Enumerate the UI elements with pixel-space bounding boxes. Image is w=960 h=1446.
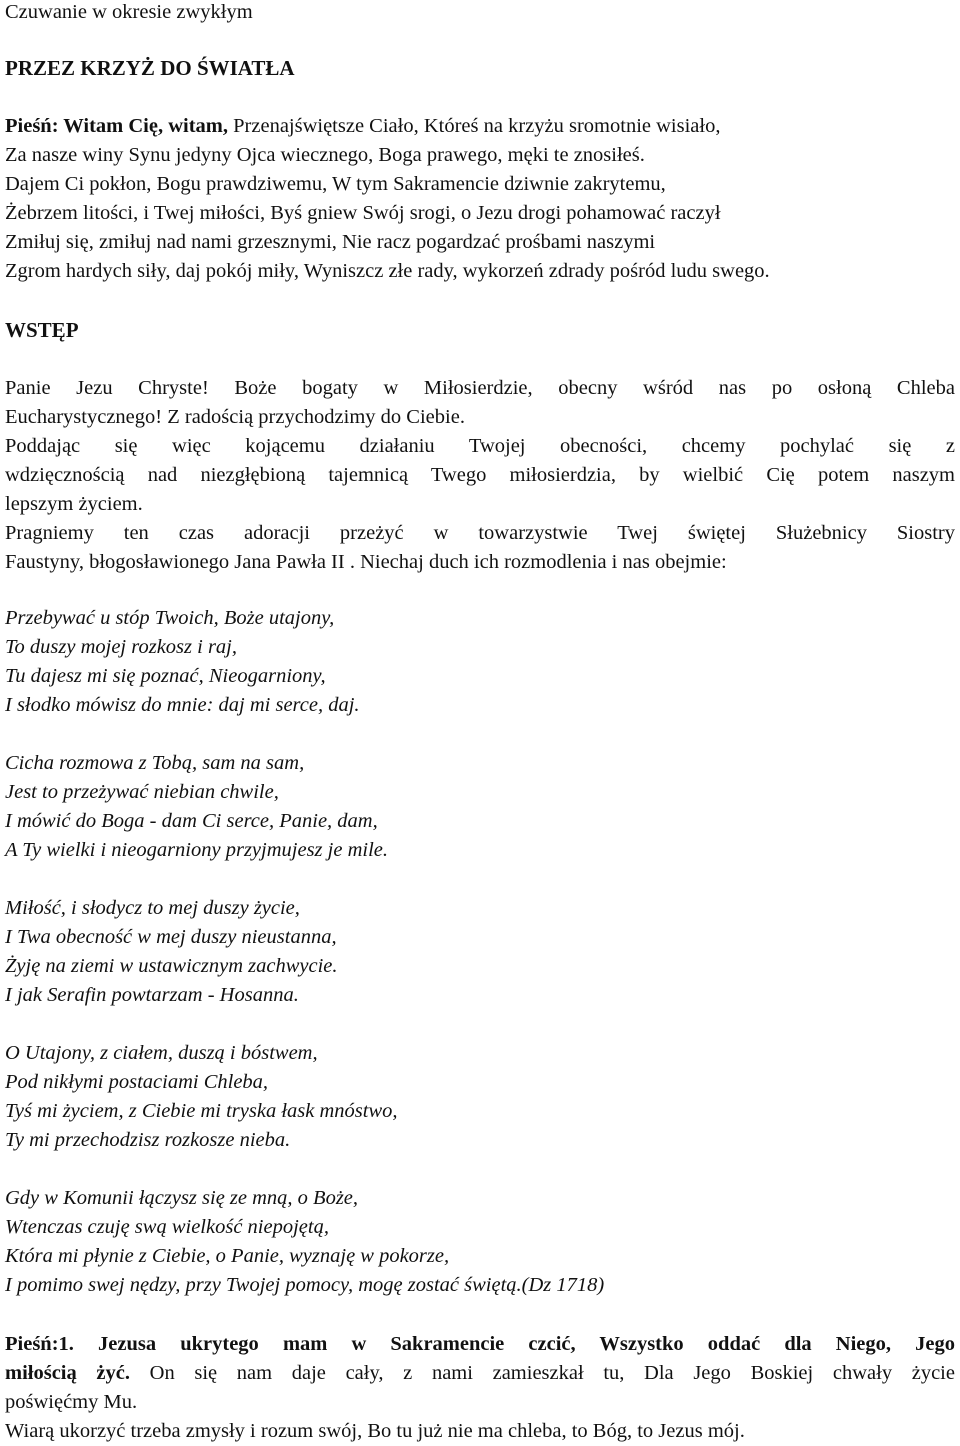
intro-line: Pragniemy ten czas adoracji przeżyć w towarzystwie Twej świętej Służebnicy Siostry xyxy=(5,522,955,544)
poem-line: Pod nikłymi postaciami Chleba, xyxy=(5,1071,269,1093)
song-1 xyxy=(5,112,955,286)
poem-line: I pomimo swej nędzy, przy Twojej pomocy, mogę zostać świętą.(Dz 1718) xyxy=(5,1274,605,1296)
poem-line: O Utajony, z ciałem, duszą i bóstwem, xyxy=(5,1042,318,1064)
poem-line: I słodko mówisz do mnie: daj mi serce, daj. xyxy=(5,694,360,716)
song-2-line: Wiarą ukorzyć trzeba zmysły i rozum swój, Bo tu już nie ma chleba, to Bóg, to Jezus mój. xyxy=(5,1420,745,1442)
song-1-line: Żebrzem litości, i Twej miłości, Byś gniew Swój srogi, o Jezu drogi pohamować raczył xyxy=(5,202,721,224)
poem xyxy=(5,604,955,1300)
song-1-line: Zgrom hardych siły, daj pokój miły, Wyniszcz złe rady, wykorzeń zdrady pośród ludu swego. xyxy=(5,260,770,282)
song-1-first-line-text: Przenajświętsze Ciało, Któreś na krzyżu sromotnie wisiało, xyxy=(228,115,721,137)
poem-stanza xyxy=(5,1184,955,1300)
song-2-line xyxy=(5,1359,955,1388)
poem-line: Tyś mi życiem, z Ciebie mi tryska łask mnóstwo, xyxy=(5,1100,398,1122)
poem-line: Która mi płynie z Ciebie, o Panie, wyznaję w pokorze, xyxy=(5,1245,450,1267)
poem-line: I mówić do Boga - dam Ci serce, Panie, dam, xyxy=(5,810,378,832)
poem-line: Ty mi przechodzisz rozkosze nieba. xyxy=(5,1129,291,1151)
intro-text xyxy=(5,374,955,577)
document-header xyxy=(5,0,955,27)
song-2-bold: miłością żyć. xyxy=(5,1362,130,1384)
poem-line: Przebywać u stóp Twoich, Boże utajony, xyxy=(5,607,335,629)
intro-line: Panie Jezu Chryste! Boże bogaty w Miłosierdzie, obecny wśród nas po osłoną Chleba xyxy=(5,377,955,399)
song-2 xyxy=(5,1330,955,1446)
poem-line: Żyję na ziemi w ustawicznym zachwycie. xyxy=(5,955,338,977)
poem-stanza xyxy=(5,749,955,865)
song-2-text: On się nam daje cały, z nami zamieszkał tu, Dla Jego Boskiej chwały życie xyxy=(129,1362,955,1384)
intro-line: lepszym życiem. xyxy=(5,493,143,515)
poem-line: Miłość, i słodycz to mej duszy życie, xyxy=(5,897,300,919)
header-text: Czuwanie w okresie zwykłym xyxy=(5,1,253,23)
intro-line: Eucharystycznego! Z radością przychodzimy do Ciebie. xyxy=(5,406,465,428)
song-1-line: Dajem Ci pokłon, Bogu prawdziwemu, W tym Sakramencie dziwnie zakrytemu, xyxy=(5,173,666,195)
poem-stanza xyxy=(5,1039,955,1155)
poem-line: Jest to przeżywać niebian chwile, xyxy=(5,781,279,803)
song-1-line: Zmiłuj się, zmiłuj nad nami grzesznymi, Nie racz pogardzać prośbami naszymi xyxy=(5,231,656,253)
intro-line: Faustyny, błogosławionego Jana Pawła II . Niechaj duch ich rozmodlenia i nas obejmie: xyxy=(5,551,727,573)
intro-heading: WSTĘP xyxy=(5,318,79,342)
poem-stanza xyxy=(5,604,955,720)
poem-stanza xyxy=(5,894,955,1010)
poem-line: Gdy w Komunii łączysz się ze mną, o Boże, xyxy=(5,1187,359,1209)
song-2-line: Pieśń:1. Jezusa ukrytego mam w Sakramencie czcić, Wszystko oddać dla Niego, Jego xyxy=(5,1333,955,1355)
song-1-label: Pieśń: Witam Cię, witam, xyxy=(5,115,229,137)
song-1-first-line xyxy=(5,112,955,141)
song-1-line: Za nasze winy Synu jedyny Ojca wiecznego, Boga prawego, męki te znosiłeś. xyxy=(5,144,645,166)
intro-line: Poddając się więc kojącemu działaniu Twojej obecności, chcemy pochylać się z xyxy=(5,435,955,457)
poem-line: Cicha rozmowa z Tobą, sam na sam, xyxy=(5,752,305,774)
poem-line: I Twa obecność w mej duszy nieustanna, xyxy=(5,926,337,948)
page-title: PRZEZ KRZYŻ DO ŚWIATŁA xyxy=(5,56,295,80)
poem-line: To duszy mojej rozkosz i raj, xyxy=(5,636,237,658)
poem-line: Tu dajesz mi się poznać, Nieogarniony, xyxy=(5,665,326,687)
song-2-line: poświęćmy Mu. xyxy=(5,1391,138,1413)
intro-line: wdzięcznością nad niezgłębioną tajemnicą Twego miłosierdzia, by wielbić Cię potem naszym xyxy=(5,464,955,486)
poem-line: Wtenczas czuję swą wielkość niepojętą, xyxy=(5,1216,329,1238)
poem-line: A Ty wielki i nieogarniony przyjmujesz je mile. xyxy=(5,839,388,861)
poem-line: I jak Serafin powtarzam - Hosanna. xyxy=(5,984,299,1006)
